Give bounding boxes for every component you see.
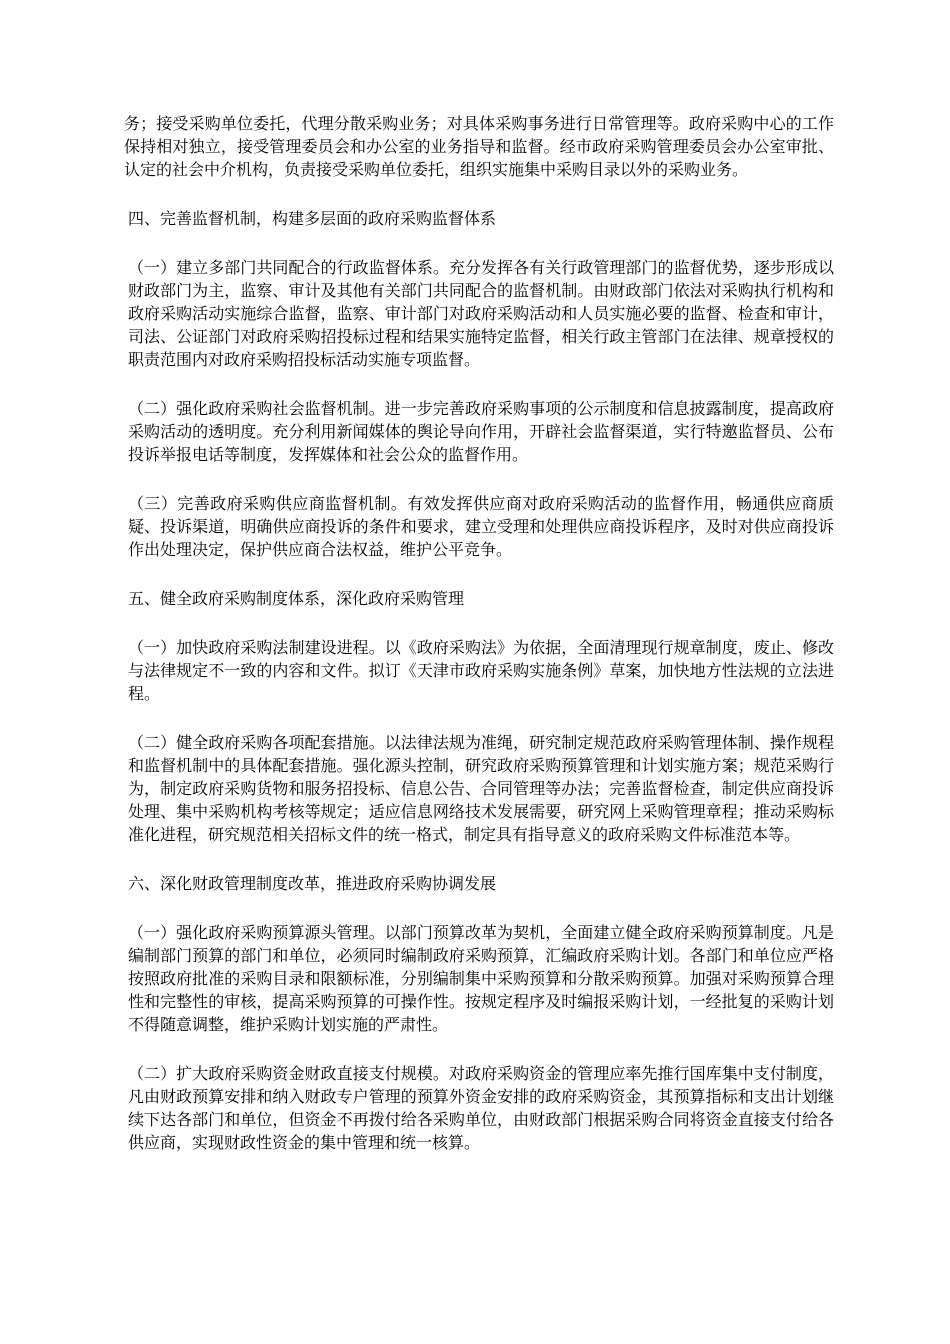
paragraph: 务；接受采购单位委托，代理分散采购业务；对具体采购事务进行日常管理等。政府采购中心的工作保持相对独立，接受管理委员会和办公室的业务指导和监督。经市政府采购管理委员会办公室审批、认定的社会中介机构，负责接受采购单位委托，组织实施集中采购目录以外的采购业务。 bbox=[124, 114, 834, 179]
paragraph: （一）建立多部门共同配合的行政监督体系。充分发挥各有关行政管理部门的监督优势，逐步形成以财政部门为主，监察、审计及其他有关部门共同配合的监督机制。由财政部门依法对采购执行机构和政府采购活动实施综合监督，监察、审计部门对政府采购活动和人员实施必要的监督、检查和审计，司法、公证部门对政府采购招投标过程和结果实施特定监督，相关行政主管部门在法律、规章授权的职责范围内对政府采购招投标活动实施专项监督。 bbox=[128, 258, 834, 369]
paragraph: （二）强化政府采购社会监督机制。进一步完善政府采购事项的公示制度和信息披露制度，提高政府采购活动的透明度。充分利用新闻媒体的舆论导向作用，开辟社会监督渠道，实行特邀监督员、公布投诉举报电话等制度，发挥媒体和社会公众的监督作用。 bbox=[128, 399, 834, 464]
paragraph: （一）加快政府采购法制建设进程。以《政府采购法》为依据，全面清理现行规章制度，废止、修改与法律规定不一致的内容和文件。拟订《天津市政府采购实施条例》草案，加快地方性法规的立法进程。 bbox=[128, 638, 834, 703]
section-heading: 四、完善监督机制，构建多层面的政府采购监督体系 bbox=[128, 209, 497, 228]
paragraph: （二）健全政府采购各项配套措施。以法律法规为准绳，研究制定规范政府采购管理体制、操作规程和监督机制中的具体配套措施。强化源头控制，研究政府采购预算管理和计划实施方案；规范采购行为，制定政府采购货物和服务招投标、信息公告、合同管理等办法；完善监督检查，制定供应商投诉处理、集中采购机构考核等规定；适应信息网络技术发展需要，研究网上采购管理章程；推动采购标准化进程，研究规范相关招标文件的统一格式，制定具有指导意义的政府采购文件标准范本等。 bbox=[128, 733, 834, 844]
document-body bbox=[124, 112, 834, 1180]
section-heading: 五、健全政府采购制度体系，深化政府采购管理 bbox=[128, 589, 465, 608]
paragraph: （一）强化政府采购预算源头管理。以部门预算改革为契机，全面建立健全政府采购预算制度。凡是编制部门预算的部门和单位，必须同时编制政府采购预算，汇编政府采购计划。各部门和单位应严格按照政府批准的采购目录和限额标准，分别编制集中采购预算和分散采购预算。加强对采购预算合理性和完整性的审核，提高采购预算的可操作性。按规定程序及时编报采购计划，一经批复的采购计划不得随意调整，维护采购计划实施的严肃性。 bbox=[128, 923, 834, 1034]
paragraph: （三）完善政府采购供应商监督机制。有效发挥供应商对政府采购活动的监督作用，畅通供应商质疑、投诉渠道，明确供应商投诉的条件和要求，建立受理和处理供应商投诉程序，及时对供应商投诉作出处理决定，保护供应商合法权益，维护公平竞争。 bbox=[128, 494, 834, 559]
paragraph: （二）扩大政府采购资金财政直接支付规模。对政府采购资金的管理应率先推行国库集中支付制度，凡由财政预算安排和纳入财政专户管理的预算外资金安排的政府采购资金，其预算指标和支出计划继续下达各部门和单位，但资金不再拨付给各采购单位，由财政部门根据采购合同将资金直接支付给各供应商，实现财政性资金的集中管理和统一核算。 bbox=[128, 1064, 834, 1152]
section-heading: 六、深化财政管理制度改革，推进政府采购协调发展 bbox=[128, 874, 497, 893]
